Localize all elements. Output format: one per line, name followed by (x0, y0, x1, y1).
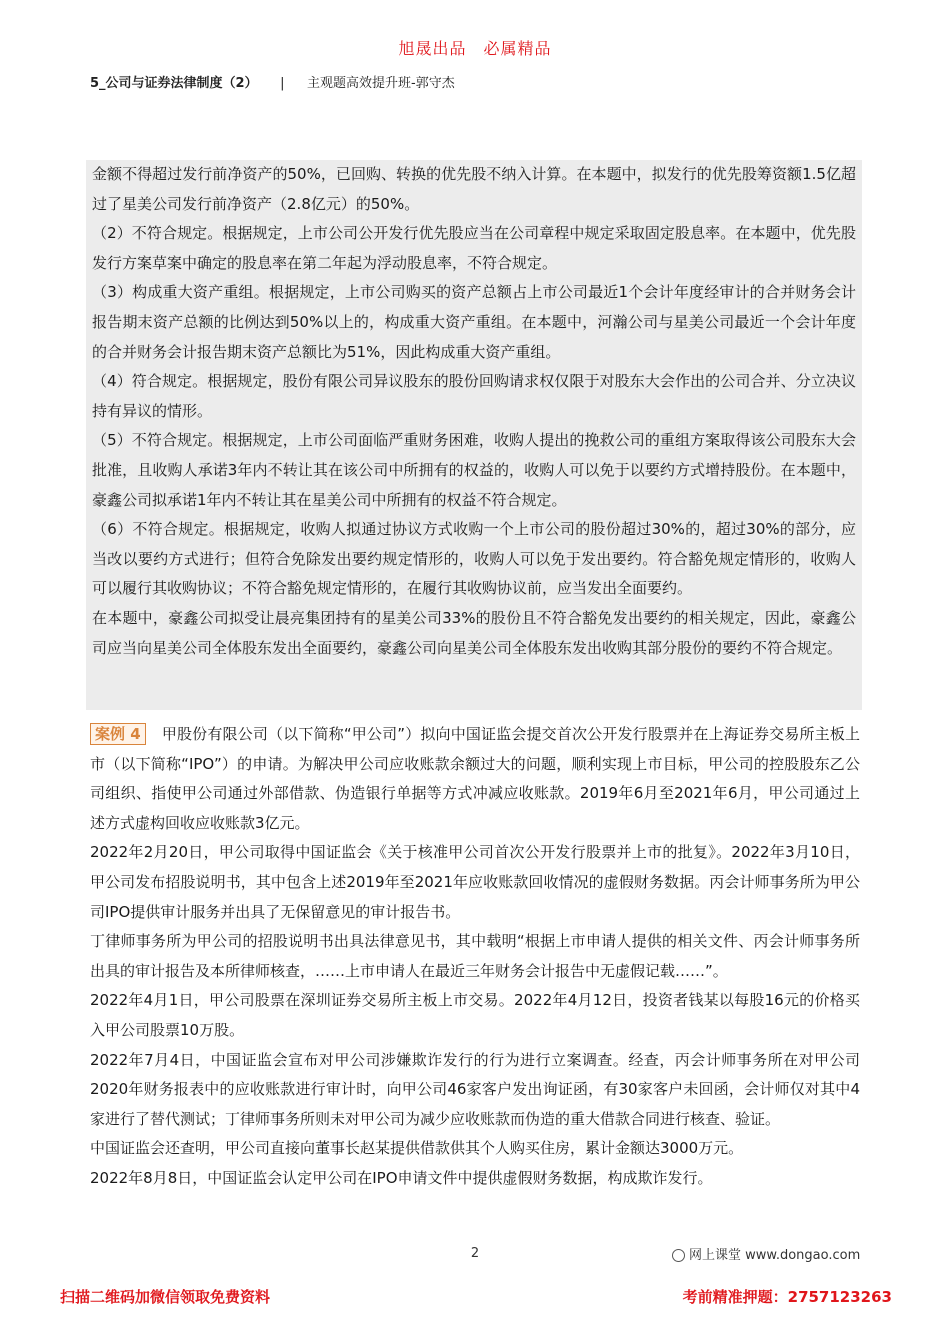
footer-promo-right: 考前精准押题：2757123263 (682, 1288, 892, 1306)
chapter-title: 5_公司与证券法律制度（2） (90, 76, 258, 91)
case-paragraph: 2022年2月20日，甲公司取得中国证监会《关于核准甲公司首次公开发行股票并上市的批复》。2022年3月10日，甲公司发布招股说明书，其中包含上述2019年至2021年应收账款回收情况的虚假财务数据。丙会计师事务所为甲公司IPO提供审计服务并出具了无保留意见的审计报告书。 (90, 843, 860, 921)
answer-paragraph: （3）构成重大资产重组。根据规定，上市公司购买的资产总额占上市公司最近1个会计年度经审计的合并财务会计报告期末资产总额的比例达到50%以上的，构成重大资产重组。在本题中，河瀚公司与星美公司最近一个会计年度的合并财务会计报告期末资产总额比为51%，因此构成重大资产重组。 (92, 283, 856, 361)
answer-paragraph: （5）不符合规定。根据规定，上市公司面临严重财务困难，收购人提出的挽救公司的重组方案取得该公司股东大会批准，且收购人承诺3年内不转让其在该公司中所拥有的权益的，收购人可以免于以要约方式增持股份。在本题中，豪鑫公司拟承诺1年内不转让其在星美公司中所拥有的权益不符合规定。 (92, 431, 856, 509)
case-paragraph: 丁律师事务所为甲公司的招股说明书出具法律意见书，其中载明“根据上市申请人提供的相关文件、丙会计师事务所出具的审计报告及本所律师核查，……上市申请人在最近三年财务会计报告中无虚假记载……”。 (90, 932, 860, 980)
page-number: 2 (470, 1246, 480, 1261)
case-first-paragraph (90, 720, 860, 838)
brand-banner: 旭晟出品 必属精品 (398, 39, 552, 58)
case-section (90, 720, 860, 1194)
answer-paragraph: （4）符合规定。根据规定，股份有限公司异议股东的股份回购请求权仅限于对股东大会作出的公司合并、分立决议持有异议的情形。 (92, 372, 856, 420)
answer-section (86, 160, 862, 710)
case-paragraph: 2022年4月1日，甲公司股票在深圳证券交易所主板上市交易。2022年4月12日，投资者钱某以每股16元的价格买入甲公司股票10万股。 (90, 991, 860, 1039)
answer-paragraph: 金额不得超过发行前净资产的50%，已回购、转换的优先股不纳入计算。在本题中，拟发行的优先股筹资额1.5亿超过了星美公司发行前净资产（2.8亿元）的50%。 (92, 165, 856, 213)
case-intro-text: 甲股份有限公司（以下简称“甲公司”）拟向中国证监会提交首次公开发行股票并在上海证券交易所主板上市（以下简称“IPO”）的申请。为解决甲公司应收账款余额过大的问题，顺利实现上市目标，甲公司的控股股东乙公司组织、指使甲公司通过外部借款、伪造银行单据等方式冲减应收账款。2019年6月至2021年6月，甲公司通过上述方式虚构回收应收账款3亿元。 (90, 725, 860, 832)
case-paragraph: 2022年7月4日，中国证监会宣布对甲公司涉嫌欺诈发行的行为进行立案调查。经查，丙会计师事务所在对甲公司2020年财务报表中的应收账款进行审计时，向甲公司46家客户发出询证函，有30家客户未回函，会计师仅对其中4家进行了替代测试；丁律师事务所则未对甲公司为减少应收账款而伪造的重大借款合同进行核查、验证。 (90, 1050, 860, 1128)
course-subtitle: 主观题高效提升班-郭守杰 (307, 76, 455, 91)
answer-paragraph: （6）不符合规定。根据规定，收购人拟通过协议方式收购一个上市公司的股份超过30%的，超过30%的部分，应当改以要约方式进行；但符合免除发出要约规定情形的，收购人可以免于发出要约。符合豁免规定情形的，收购人可以履行其收购协议；不符合豁免规定情形的，在履行其收购协议前，应当发出全面要约。 (92, 520, 856, 598)
case-paragraph: 中国证监会还查明，甲公司直接向董事长赵某提供借款供其个人购买住房，累计金额达3000万元。 (90, 1139, 744, 1158)
site-logo (672, 1244, 860, 1263)
dongao-logo-icon (672, 1249, 685, 1262)
page-header (90, 72, 455, 91)
answer-paragraph: （2）不符合规定。根据规定，上市公司公开发行优先股应当在公司章程中规定采取固定股息率。在本题中，优先股发行方案草案中确定的股息率在第二年起为浮动股息率，不符合规定。 (92, 224, 856, 272)
footer-promo-left: 扫描二维码加微信领取免费资料 (60, 1288, 271, 1306)
case-tag: 案例 4 (90, 723, 146, 745)
case-paragraph: 2022年8月8日，中国证监会认定甲公司在IPO申请文件中提供虚假财务数据，构成欺诈发行。 (90, 1168, 713, 1187)
answer-paragraph: 在本题中，豪鑫公司拟受让晨亮集团持有的星美公司33%的股份且不符合豁免发出要约的相关规定，因此，豪鑫公司应当向星美公司全体股东发出全面要约，豪鑫公司向星美公司全体股东发出收购其部分股份的要约不符合规定。 (92, 608, 856, 657)
header-separator: | (280, 76, 285, 91)
site-text: 网上课堂 www.dongao.com (689, 1248, 861, 1263)
